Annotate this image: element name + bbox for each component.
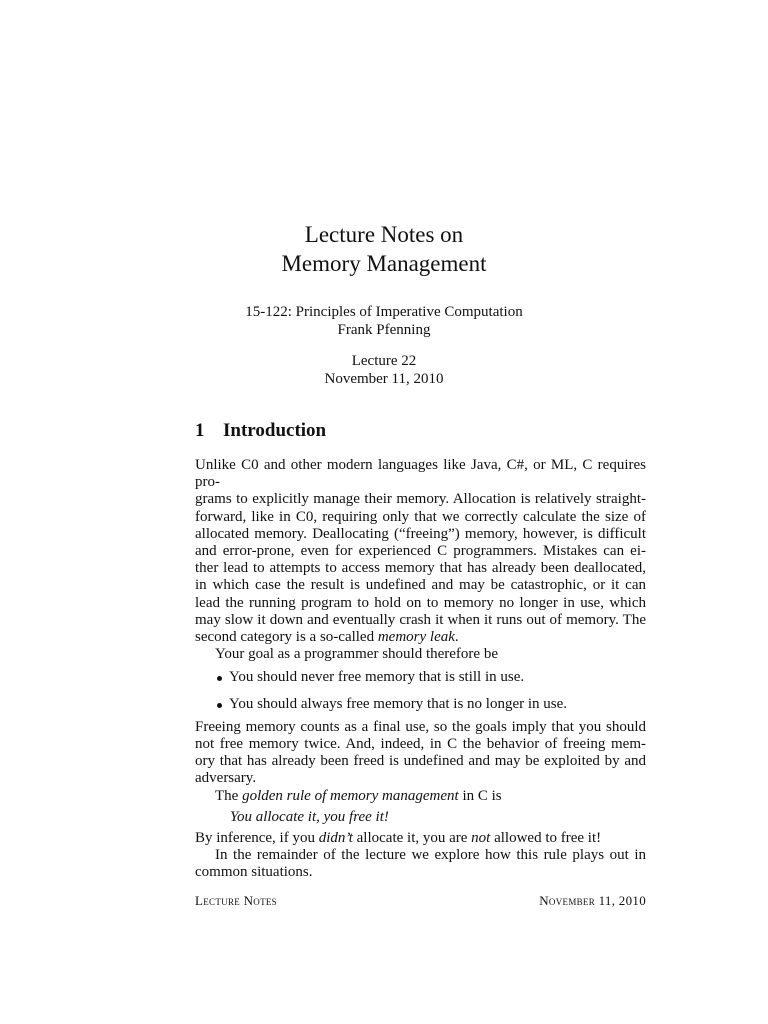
paragraph-golden-rule bbox=[195, 788, 646, 805]
list-item bbox=[195, 669, 646, 686]
text-line: allocated memory. Deallocating (“freeing”) memory, however, is difficult bbox=[195, 525, 646, 542]
term-memory-leak: memory leak bbox=[377, 629, 455, 646]
text-line: and error-prone, even for experienced C programmers. Mistakes can ei- bbox=[195, 543, 646, 560]
text-line: in which case the result is undefined and may be catastrophic, or it can bbox=[195, 577, 646, 594]
text-line: ory that has already been freed is undefined and may be exploited by and bbox=[195, 753, 646, 770]
bullet-icon bbox=[217, 703, 222, 708]
text-line bbox=[195, 629, 646, 646]
term-not: not bbox=[471, 830, 491, 847]
text-span: in C is bbox=[458, 787, 502, 804]
paragraph-freeing bbox=[195, 719, 646, 788]
term-didnt: didn’t bbox=[318, 830, 353, 847]
document-title-line2: Memory Management bbox=[281, 251, 487, 276]
section-heading bbox=[195, 419, 326, 443]
text-span: second category is a so-called bbox=[195, 629, 378, 646]
golden-rule-quote: You allocate it, you free it! bbox=[230, 808, 389, 825]
paragraph-intro bbox=[195, 457, 646, 646]
bullet-icon bbox=[217, 676, 222, 681]
author-name: Frank Pfenning bbox=[337, 322, 431, 338]
text-line: lead the running program to hold on to memory no longer in use, which bbox=[195, 594, 646, 611]
list-item-text: You should always free memory that is no longer in use. bbox=[229, 695, 568, 712]
body-text bbox=[195, 457, 646, 882]
text-line: adversary. bbox=[195, 770, 257, 787]
text-line: grams to explicitly manage their memory. Allocation is relatively straight- bbox=[195, 491, 646, 508]
paragraph-remainder bbox=[195, 847, 646, 881]
text-line: Unlike C0 and other modern languages like Java, C#, or ML, C requires pro- bbox=[195, 457, 646, 491]
text-span: By inference, if you bbox=[195, 830, 319, 847]
text-line: forward, like in C0, requiring only that we correctly calculate the size of bbox=[195, 508, 646, 525]
text-span: . bbox=[454, 629, 459, 646]
text-line: may slow it down and eventually crash it when it runs out of memory. The bbox=[195, 611, 646, 628]
list-item bbox=[195, 696, 646, 713]
goals-list bbox=[195, 669, 646, 712]
section-title: Introduction bbox=[223, 420, 327, 441]
paragraph-inference bbox=[195, 830, 646, 847]
text-line: not free memory twice. And, indeed, in C the behavior of freeing mem- bbox=[195, 736, 646, 753]
text-line: In the remainder of the lecture we explore how this rule plays out in bbox=[215, 847, 646, 864]
footer-right: November 11, 2010 bbox=[539, 893, 646, 908]
text-line: common situations. bbox=[195, 864, 313, 881]
term-golden-rule: golden rule of memory management bbox=[242, 787, 459, 804]
section-number: 1 bbox=[195, 420, 205, 441]
paragraph-goal: Your goal as a programmer should therefore be bbox=[215, 646, 498, 663]
lecture-date: November 11, 2010 bbox=[324, 371, 444, 387]
text-span: allowed to free it! bbox=[490, 830, 602, 847]
text-line: Freeing memory counts as a final use, so the goals imply that you should bbox=[195, 718, 646, 735]
list-item-text: You should never free memory that is still in use. bbox=[229, 669, 525, 686]
document-title-line1: Lecture Notes on bbox=[304, 222, 464, 247]
text-span: allocate it, you are bbox=[352, 830, 472, 847]
course-name: 15-122: Principles of Imperative Computation bbox=[245, 304, 523, 320]
text-line: ther lead to attempts to access memory that has already been deallocated, bbox=[195, 560, 646, 577]
footer-left: Lecture Notes bbox=[195, 893, 277, 908]
lecture-number: Lecture 22 bbox=[351, 353, 417, 369]
text-span: The bbox=[215, 787, 243, 804]
